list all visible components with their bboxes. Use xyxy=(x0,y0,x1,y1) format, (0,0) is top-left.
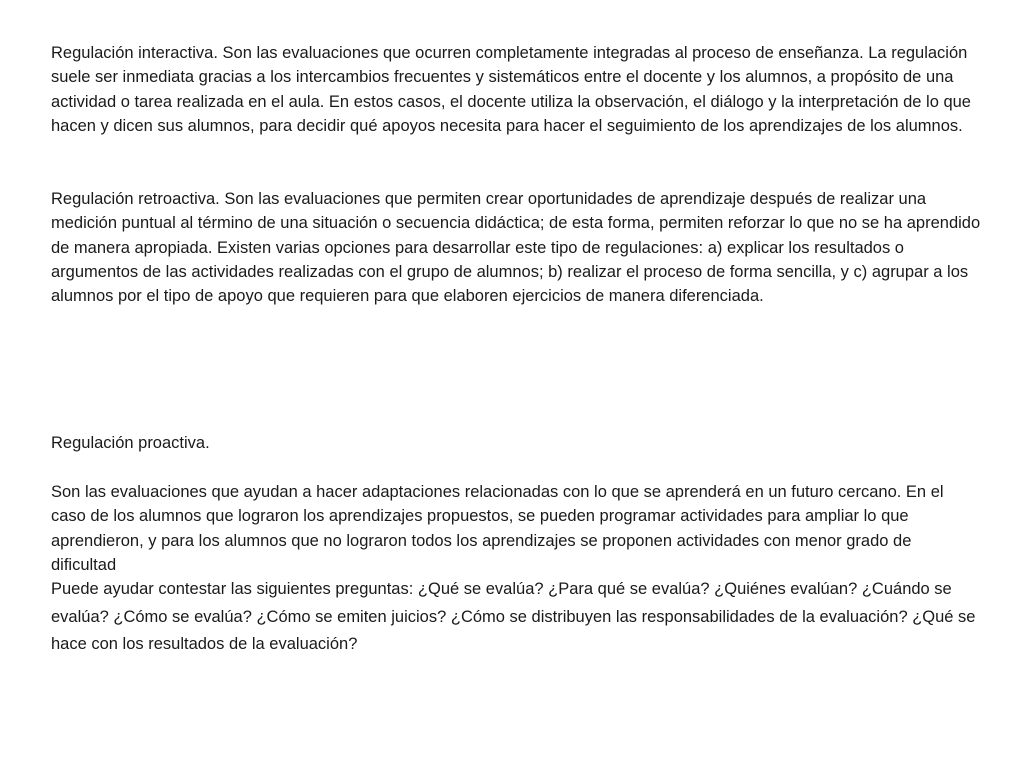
heading-regulacion-proactiva: Regulación proactiva. xyxy=(51,434,210,452)
paragraph-regulacion-interactiva: Regulación interactiva. Son las evaluaciones que ocurren completamente integradas al proceso de enseñanza. La regulación suele ser inmediata gracias a los intercambios frecuentes y sistemáticos entre el docente y los alumnos, a propósito de una actividad o tarea realizada en el aula. En estos casos, el docente utiliza la observación, el diálogo y la interpretación de lo que hacen y dicen sus alumnos, para decidir qué apoyos necesita para hacer el seguimiento de los aprendizajes de los alumnos. xyxy=(51,44,971,135)
paragraph-regulacion-proactiva: Son las evaluaciones que ayudan a hacer adaptaciones relacionadas con lo que se aprenderá en un futuro cercano. En el caso de los alumnos que lograron los aprendizajes propuestos, se pueden programar actividades para ampliar lo que aprendieron, y para los alumnos que no lograron todos los aprendizajes se proponen actividades con menor grado de dificultad xyxy=(51,483,944,574)
paragraph-preguntas-evaluacion: Puede ayudar contestar las siguientes preguntas: ¿Qué se evalúa? ¿Para qué se evalúa? ¿Quiénes evalúan? ¿Cuándo se evalúa? ¿Cómo se evalúa? ¿Cómo se emiten juicios? ¿Cómo se distribuyen las responsabilidades de la evaluación? ¿Qué se hace con los resultados de la evaluación? xyxy=(51,580,976,653)
paragraph-regulacion-retroactiva: Regulación retroactiva. Son las evaluaciones que permiten crear oportunidades de aprendizaje después de realizar una medición puntual al término de una situación o secuencia didáctica; de esta forma, permiten reforzar lo que no se ha aprendido de manera apropiada. Existen varias opciones para desarrollar este tipo de regulaciones: a) explicar los resultados o argumentos de las actividades realizadas con el grupo de alumnos; b) realizar el proceso de forma sencilla, y c) agrupar a los alumnos por el tipo de apoyo que requieren para que elaboren ejercicios de manera diferenciada. xyxy=(51,190,981,306)
